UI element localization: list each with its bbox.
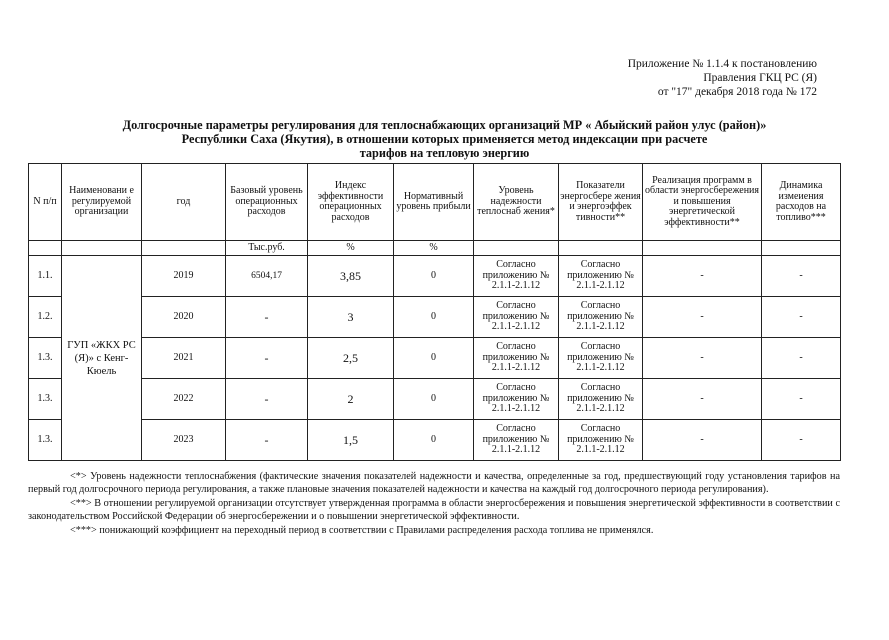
row-profit: 0 bbox=[394, 338, 474, 379]
appendix-line: Приложение № 1.1.4 к постановлению bbox=[627, 58, 817, 70]
row-num: 1.1. bbox=[29, 256, 62, 297]
row-index: 1,5 bbox=[308, 420, 394, 461]
header-year: год bbox=[142, 164, 226, 241]
row-energy: Согласно приложению № 2.1.1-2.1.12 bbox=[559, 379, 643, 420]
footnote-fuel: <***> понижающий коэффициент на переходный период в соответствии с Правилами распределения расхода топлива не применялся. bbox=[70, 524, 654, 536]
header-num: N п/п bbox=[29, 164, 62, 241]
row-fuel: - bbox=[762, 338, 841, 379]
header-reliability: Уровень надежности теплоснаб жения* bbox=[474, 164, 559, 241]
table-row bbox=[29, 256, 841, 297]
row-year: 2019 bbox=[142, 256, 226, 297]
title-line: тарифов на тепловую энергию bbox=[359, 146, 530, 160]
document-title bbox=[40, 118, 849, 160]
row-fuel: - bbox=[762, 420, 841, 461]
table-row bbox=[29, 420, 841, 461]
row-base: - bbox=[226, 420, 308, 461]
row-index: 2 bbox=[308, 379, 394, 420]
row-fuel: - bbox=[762, 297, 841, 338]
row-num: 1.3. bbox=[29, 420, 62, 461]
title-line: Республики Саха (Якутия), в отношении которых применяется метод индексации при расчете bbox=[181, 132, 708, 146]
row-reliability: Согласно приложению № 2.1.1-2.1.12 bbox=[474, 256, 559, 297]
unit-profit: % bbox=[394, 241, 474, 256]
table-row bbox=[29, 297, 841, 338]
row-fuel: - bbox=[762, 256, 841, 297]
row-program: - bbox=[643, 379, 762, 420]
unit-index: % bbox=[308, 241, 394, 256]
row-index: 3,85 bbox=[308, 256, 394, 297]
row-index: 3 bbox=[308, 297, 394, 338]
header-efficiency-index: Индекс эффективности операционных расходов bbox=[308, 164, 394, 241]
row-program: - bbox=[643, 338, 762, 379]
row-energy: Согласно приложению № 2.1.1-2.1.12 bbox=[559, 338, 643, 379]
row-program: - bbox=[643, 297, 762, 338]
row-year: 2021 bbox=[142, 338, 226, 379]
organization-name: ГУП «ЖКХ РС (Я)» с Кенг-Кюель bbox=[62, 256, 142, 461]
row-num: 1.3. bbox=[29, 338, 62, 379]
row-base: - bbox=[226, 338, 308, 379]
header-base-expenses: Базовый уровень операционных расходов bbox=[226, 164, 308, 241]
row-year: 2022 bbox=[142, 379, 226, 420]
title-line: Долгосрочные параметры регулирования для теплоснабжающих организаций МР « Абыйский район улус (район)» bbox=[122, 118, 767, 132]
header-row bbox=[29, 164, 841, 241]
row-energy: Согласно приложению № 2.1.1-2.1.12 bbox=[559, 297, 643, 338]
row-base: - bbox=[226, 297, 308, 338]
row-num: 1.3. bbox=[29, 379, 62, 420]
unit-base: Тыс.руб. bbox=[226, 241, 308, 256]
row-profit: 0 bbox=[394, 256, 474, 297]
row-energy: Согласно приложению № 2.1.1-2.1.12 bbox=[559, 420, 643, 461]
footnotes bbox=[28, 470, 840, 537]
row-profit: 0 bbox=[394, 297, 474, 338]
row-base: 6504,17 bbox=[226, 256, 308, 297]
footnote-reliability: <*> Уровень надежности теплоснабжения (фактические значения показателей надежности и качества, определенные за год, предшествующий году установления тарифов на первый год долгосрочного периода регулирования, а также плановые значения показателей надежности и качества на каждый год долгосрочного периода регулирования). bbox=[28, 471, 840, 496]
parameters-table bbox=[28, 163, 841, 461]
header-profit-level: Нормативный уровень прибыли bbox=[394, 164, 474, 241]
row-year: 2020 bbox=[142, 297, 226, 338]
header-fuel-dynamics: Динамика измеиения расходов на топливо*** bbox=[762, 164, 841, 241]
row-year: 2023 bbox=[142, 420, 226, 461]
appendix-reference bbox=[628, 57, 817, 99]
row-reliability: Согласно приложению № 2.1.1-2.1.12 bbox=[474, 420, 559, 461]
row-reliability: Согласно приложению № 2.1.1-2.1.12 bbox=[474, 338, 559, 379]
row-reliability: Согласно приложению № 2.1.1-2.1.12 bbox=[474, 379, 559, 420]
row-base: - bbox=[226, 379, 308, 420]
appendix-line: Правления ГКЦ РС (Я) bbox=[703, 72, 817, 84]
row-index: 2,5 bbox=[308, 338, 394, 379]
header-org: Наименовани е регулируемой организации bbox=[62, 164, 142, 241]
header-energy-saving: Показатели энергосбере жения и энергоэффек тивности** bbox=[559, 164, 643, 241]
row-fuel: - bbox=[762, 379, 841, 420]
row-energy: Согласно приложению № 2.1.1-2.1.12 bbox=[559, 256, 643, 297]
header-program: Реализация программ в области энергосбережения и повышения энергетической эффективности** bbox=[643, 164, 762, 241]
row-program: - bbox=[643, 420, 762, 461]
footnote-energy-saving: <**> В отношении регулируемой организации отсутствует утвержденная программа в области энергосбережения и повышения энергетической эффективности в соответствии с законодательством Российской Федерации об энергосбережении и о повышении энергетической эффективности. bbox=[28, 497, 840, 523]
appendix-line: от "17" декабря 2018 года № 172 bbox=[657, 86, 817, 98]
row-num: 1.2. bbox=[29, 297, 62, 338]
units-row bbox=[29, 241, 841, 256]
table-row bbox=[29, 379, 841, 420]
table-row bbox=[29, 338, 841, 379]
row-profit: 0 bbox=[394, 420, 474, 461]
row-profit: 0 bbox=[394, 379, 474, 420]
row-reliability: Согласно приложению № 2.1.1-2.1.12 bbox=[474, 297, 559, 338]
row-program: - bbox=[643, 256, 762, 297]
